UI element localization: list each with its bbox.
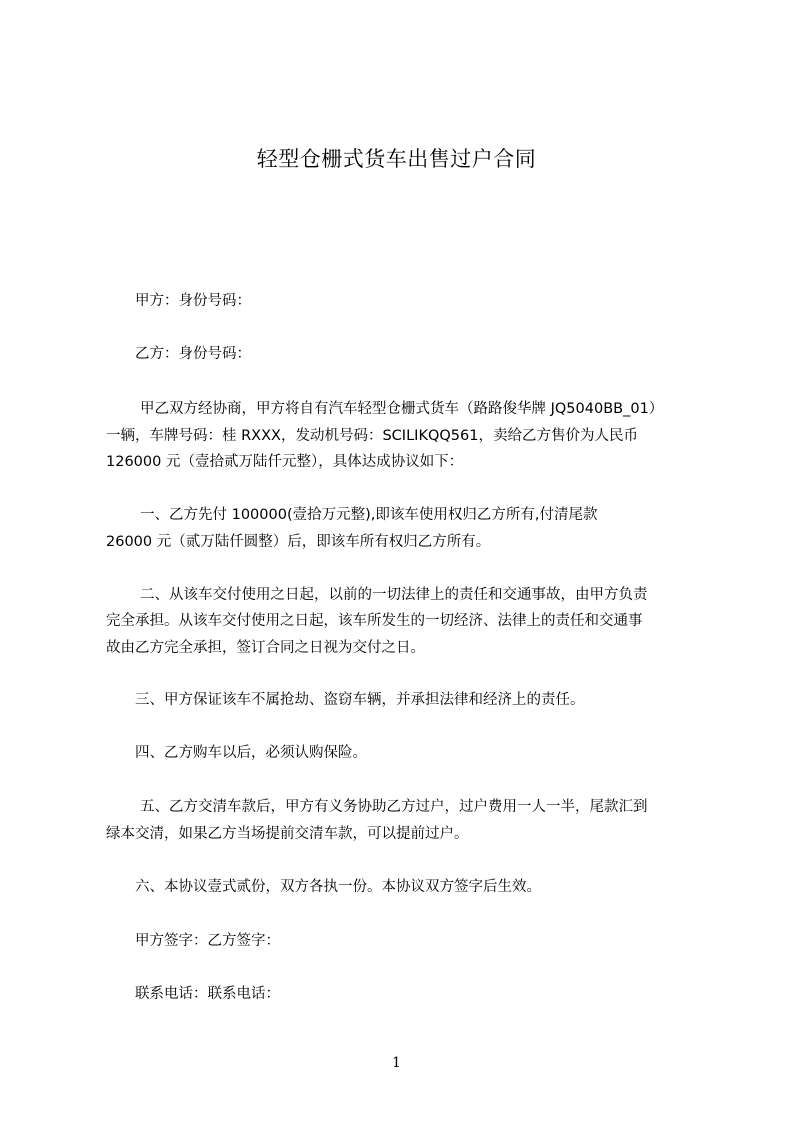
clause-5-line-2: 绿本交清，如果乙方当场提前交清车款，可以提前过户。 (106, 826, 469, 842)
clause-4-line: 四、乙方购车以后，必须认购保险。 (135, 745, 367, 761)
party-a-line: 甲方：身份号码： (135, 293, 251, 309)
clause-2-line-3: 故由乙方完全承担，签订合同之日视为交付之日。 (106, 640, 425, 656)
intro-line-3: 126000 元（壹拾贰万陆仟元整），具体达成协议如下： (106, 454, 464, 470)
clause-3-line: 三、甲方保证该车不属抢劫、盗窃车辆，并承担法律和经济上的责任。 (135, 692, 585, 708)
phone-line: 联系电话：联系电话： (135, 986, 280, 1002)
clause-2-line-2: 完全承担。从该车交付使用之日起，该车所发生的一切经济、法律上的责任和交通事 (106, 613, 643, 629)
document-title: 轻型仓栅式货车出售过户合同 (256, 147, 537, 171)
intro-line-2: 一辆，车牌号码：桂 RXXX，发动机号码：SCILIKQQ561，卖给乙方售价为人民币 (106, 428, 638, 444)
party-b-line: 乙方：身份号码： (135, 346, 251, 362)
clause-6-line: 六、本协议壹式贰份，双方各执一份。本协议双方签字后生效。 (135, 879, 541, 895)
signature-line: 甲方签字：乙方签字： (135, 933, 280, 949)
clause-1-line-1: 一、乙方先付 100000(壹拾万元整),即该车使用权归乙方所有,付清尾款 (140, 507, 598, 523)
clause-2-line-1: 二、从该车交付使用之日起，以前的一切法律上的责任和交通事故，由甲方负责 (140, 587, 648, 603)
clause-1-line-2: 26000 元（贰万陆仟圆整）后，即该车所有权归乙方所有。 (106, 534, 491, 550)
clause-5-line-1: 五、乙方交清车款后，甲方有义务协助乙方过户，过户费用一人一半，尾款汇到 (140, 799, 648, 815)
page-number: 1 (392, 1055, 401, 1071)
intro-line-1: 甲乙双方经协商，甲方将自有汽车轻型仓栅式货车（路路俊华牌 JQ5040BB_01） (140, 401, 664, 417)
